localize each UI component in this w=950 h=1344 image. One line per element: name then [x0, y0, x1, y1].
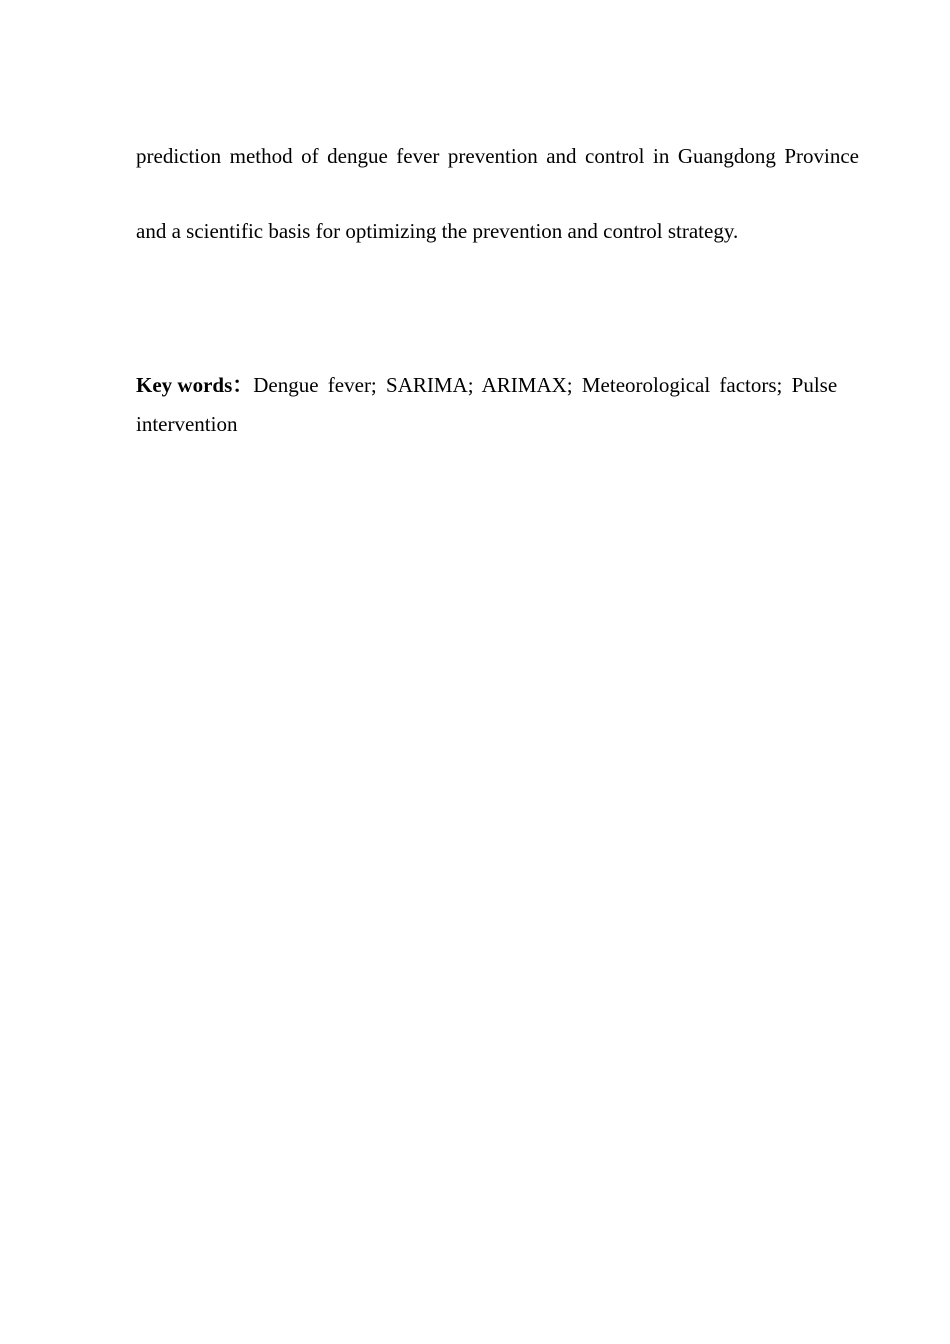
keywords-label: Key words： — [136, 373, 254, 397]
abstract-paragraph-continuation: prediction method of dengue fever prevention and control in Guangdong Province and a scientific basis for optimizing the prevention and control strategy. — [136, 144, 859, 243]
keywords-line — [136, 366, 859, 444]
keywords-text: Dengue fever; SARIMA; ARIMAX; Meteorological factors; Pulse intervention — [136, 373, 838, 436]
